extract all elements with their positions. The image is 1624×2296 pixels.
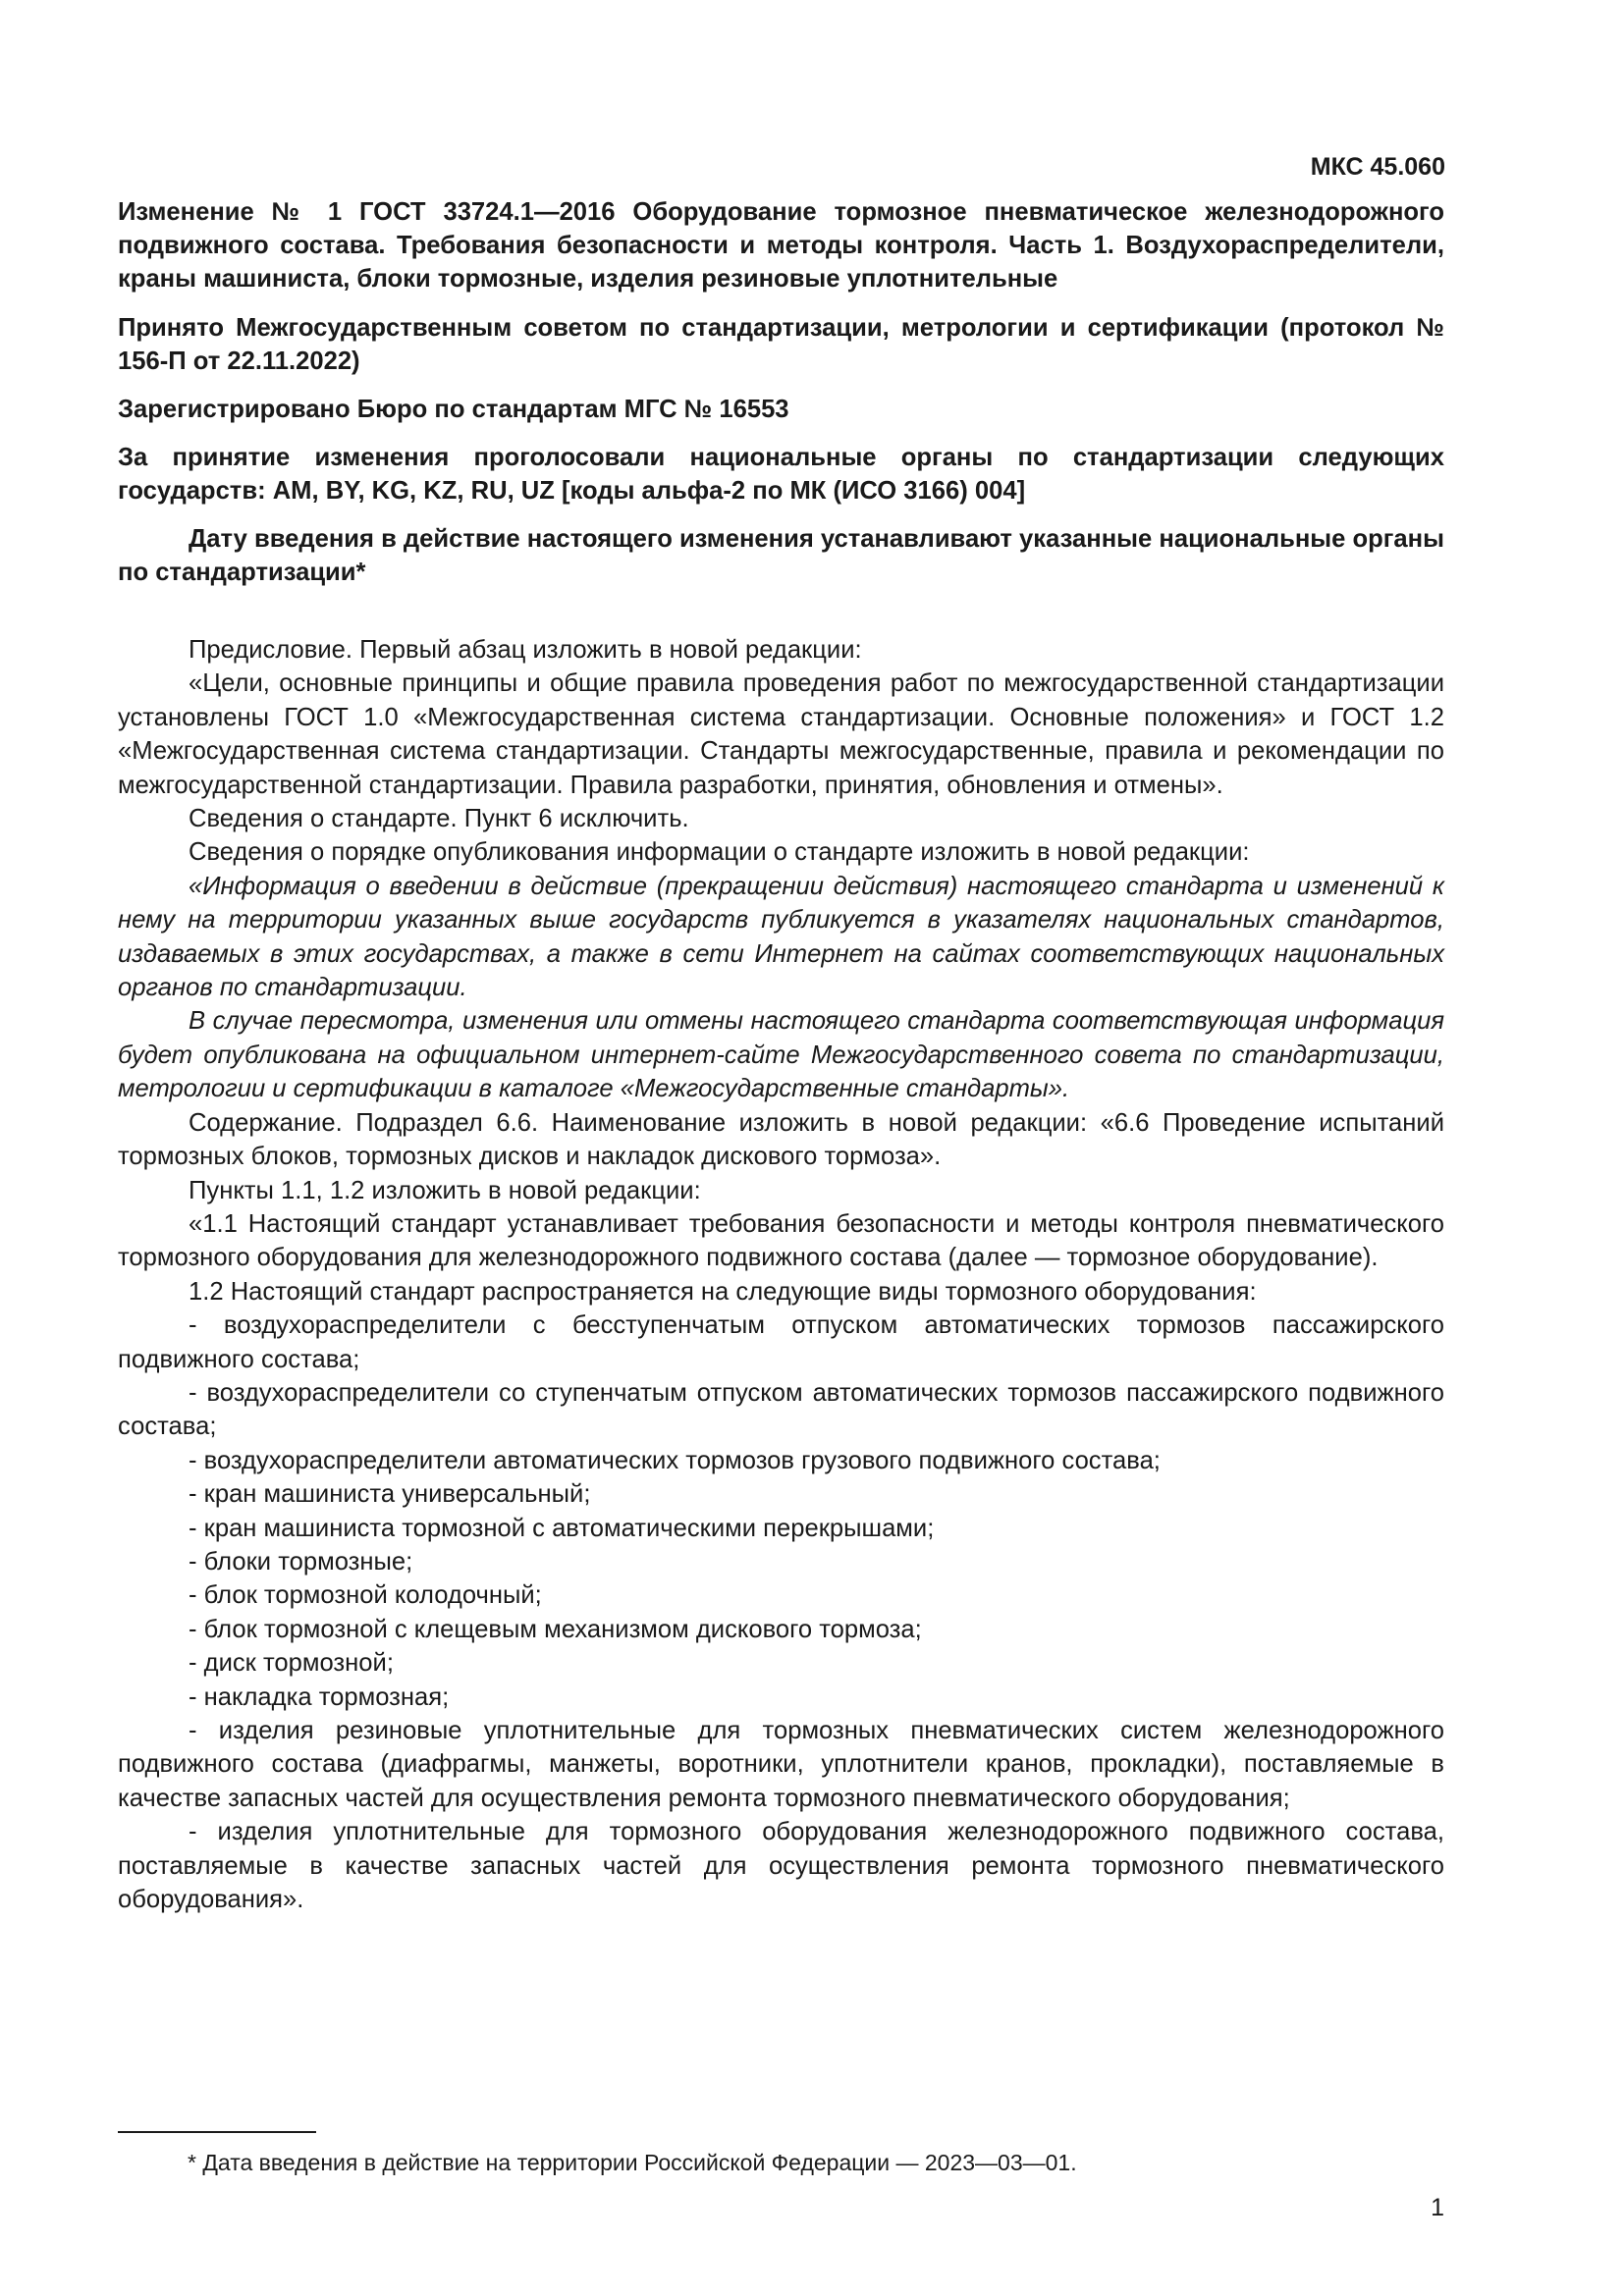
list-item: - изделия уплотнительные для тормозного оборудования железнодорожного подвижного состава, поставляемые в качестве запасных частей для осуществления ремонта тормозного пневматического оборудования». [118,1818,1444,1914]
paragraph: «1.1 Настоящий стандарт устанавливает требования безопасности и методы контроля пневматического тормозного оборудования для железнодорожного подвижного состава (далее — тормозное оборудование). [118,1209,1444,1272]
list-item: - блоки тормозные; [189,1547,413,1575]
paragraph: В случае пересмотра, изменения или отмены настоящего стандарта соответствующая информация будет опубликована на официальном интернет-сайте Межгосударственного совета по стандартизации, метрологии и сертификации в каталоге «Межгосударственные стандарты». [118,1007,1444,1103]
registration-statement: Зарегистрировано Бюро по стандартам МГС № 16553 [118,396,789,423]
list-item: - кран машиниста универсальный; [189,1480,591,1509]
amendment-title: Изменение № 1 ГОСТ 33724.1—2016 Оборудование тормозное пневматическое железнодорожного подвижного состава. Требования безопасности и методы контроля. Часть 1. Воздухораспределители, краны машиниста, блоки тормозные, изделия резиновые уплотнительные [118,198,1444,293]
list-item: - накладка тормозная; [189,1682,450,1711]
footnote: * Дата введения в действие на территории Российской Федерации — 2023—03—01. [188,2150,1077,2175]
list-item: - воздухораспределители со ступенчатым отпуском автоматических тормозов пассажирского подвижного состава; [118,1378,1444,1441]
paragraph: «Информация о введении в действие (прекращении действия) настоящего стандарта и изменений к нему на территории указанных выше государств публикуется в указателях национальных стандартов, издаваемых в этих государствах, а также в сети Интернет на сайтах соответствующих национальных органов по стандартизации. [118,872,1444,1002]
amendment-body [118,633,1444,1916]
page-number: 1 [1431,2194,1444,2221]
paragraph: Пункты 1.1, 1.2 изложить в новой редакции: [189,1176,701,1204]
list-item: - воздухораспределители с бесступенчатым отпуском автоматических тормозов пассажирского подвижного состава; [118,1311,1444,1373]
paragraph: Предисловие. Первый абзац изложить в новой редакции: [189,636,862,664]
list-item: - воздухораспределители автоматических тормозов грузового подвижного состава; [189,1446,1161,1474]
list-item: - кран машиниста тормозной с автоматическими перекрышами; [189,1514,935,1542]
mks-code: МКС 45.060 [1310,153,1445,181]
list-item: - блок тормозной колодочный; [189,1581,542,1610]
adopted-statement: Принято Межгосударственным советом по стандартизации, метрологии и сертификации (протокол № 156-П от 22.11.2022) [118,314,1444,375]
paragraph: «Цели, основные принципы и общие правила проведения работ по межгосударственной стандартизации установлены ГОСТ 1.0 «Межгосударственная система стандартизации. Основные положения» и ГОСТ 1.2 «Межгосударственная система стандартизации. Стандарты межгосударственные, правила и рекомендации по межгосударственной стандартизации. Правила разработки, принятия, обновления и отмены». [118,669,1444,799]
paragraph: 1.2 Настоящий стандарт распространяется на следующие виды тормозного оборудования: [189,1277,1257,1306]
voting-statement: За принятие изменения проголосовали национальные органы по стандартизации следующих государств: AM, BY, KG, KZ, RU, UZ [коды альфа-2 по МК (ИСО 3166) 004] [118,444,1444,505]
footnote-divider [118,2131,316,2133]
list-item: - изделия резиновые уплотнительные для тормозных пневматических систем железнодорожного подвижного состава (диафрагмы, манжеты, воротники, уплотнители кранов, прокладки), поставляемые в качестве запасных частей для осуществления ремонта тормозного пневматического оборудования; [118,1717,1444,1812]
paragraph: Сведения о порядке опубликования информации о стандарте изложить в новой редакции: [189,838,1250,867]
paragraph: Содержание. Подраздел 6.6. Наименование изложить в новой редакции: «6.6 Проведение испытаний тормозных блоков, тормозных дисков и накладок дискового тормоза». [118,1108,1444,1171]
paragraph: Сведения о стандарте. Пункт 6 исключить. [189,805,689,833]
effective-date-statement: Дату введения в действие настоящего изменения устанавливают указанные национальные органы по стандартизации* [118,525,1444,586]
list-item: - блок тормозной с клещевым механизмом дискового тормоза; [189,1615,922,1643]
list-item: - диск тормозной; [189,1649,394,1678]
